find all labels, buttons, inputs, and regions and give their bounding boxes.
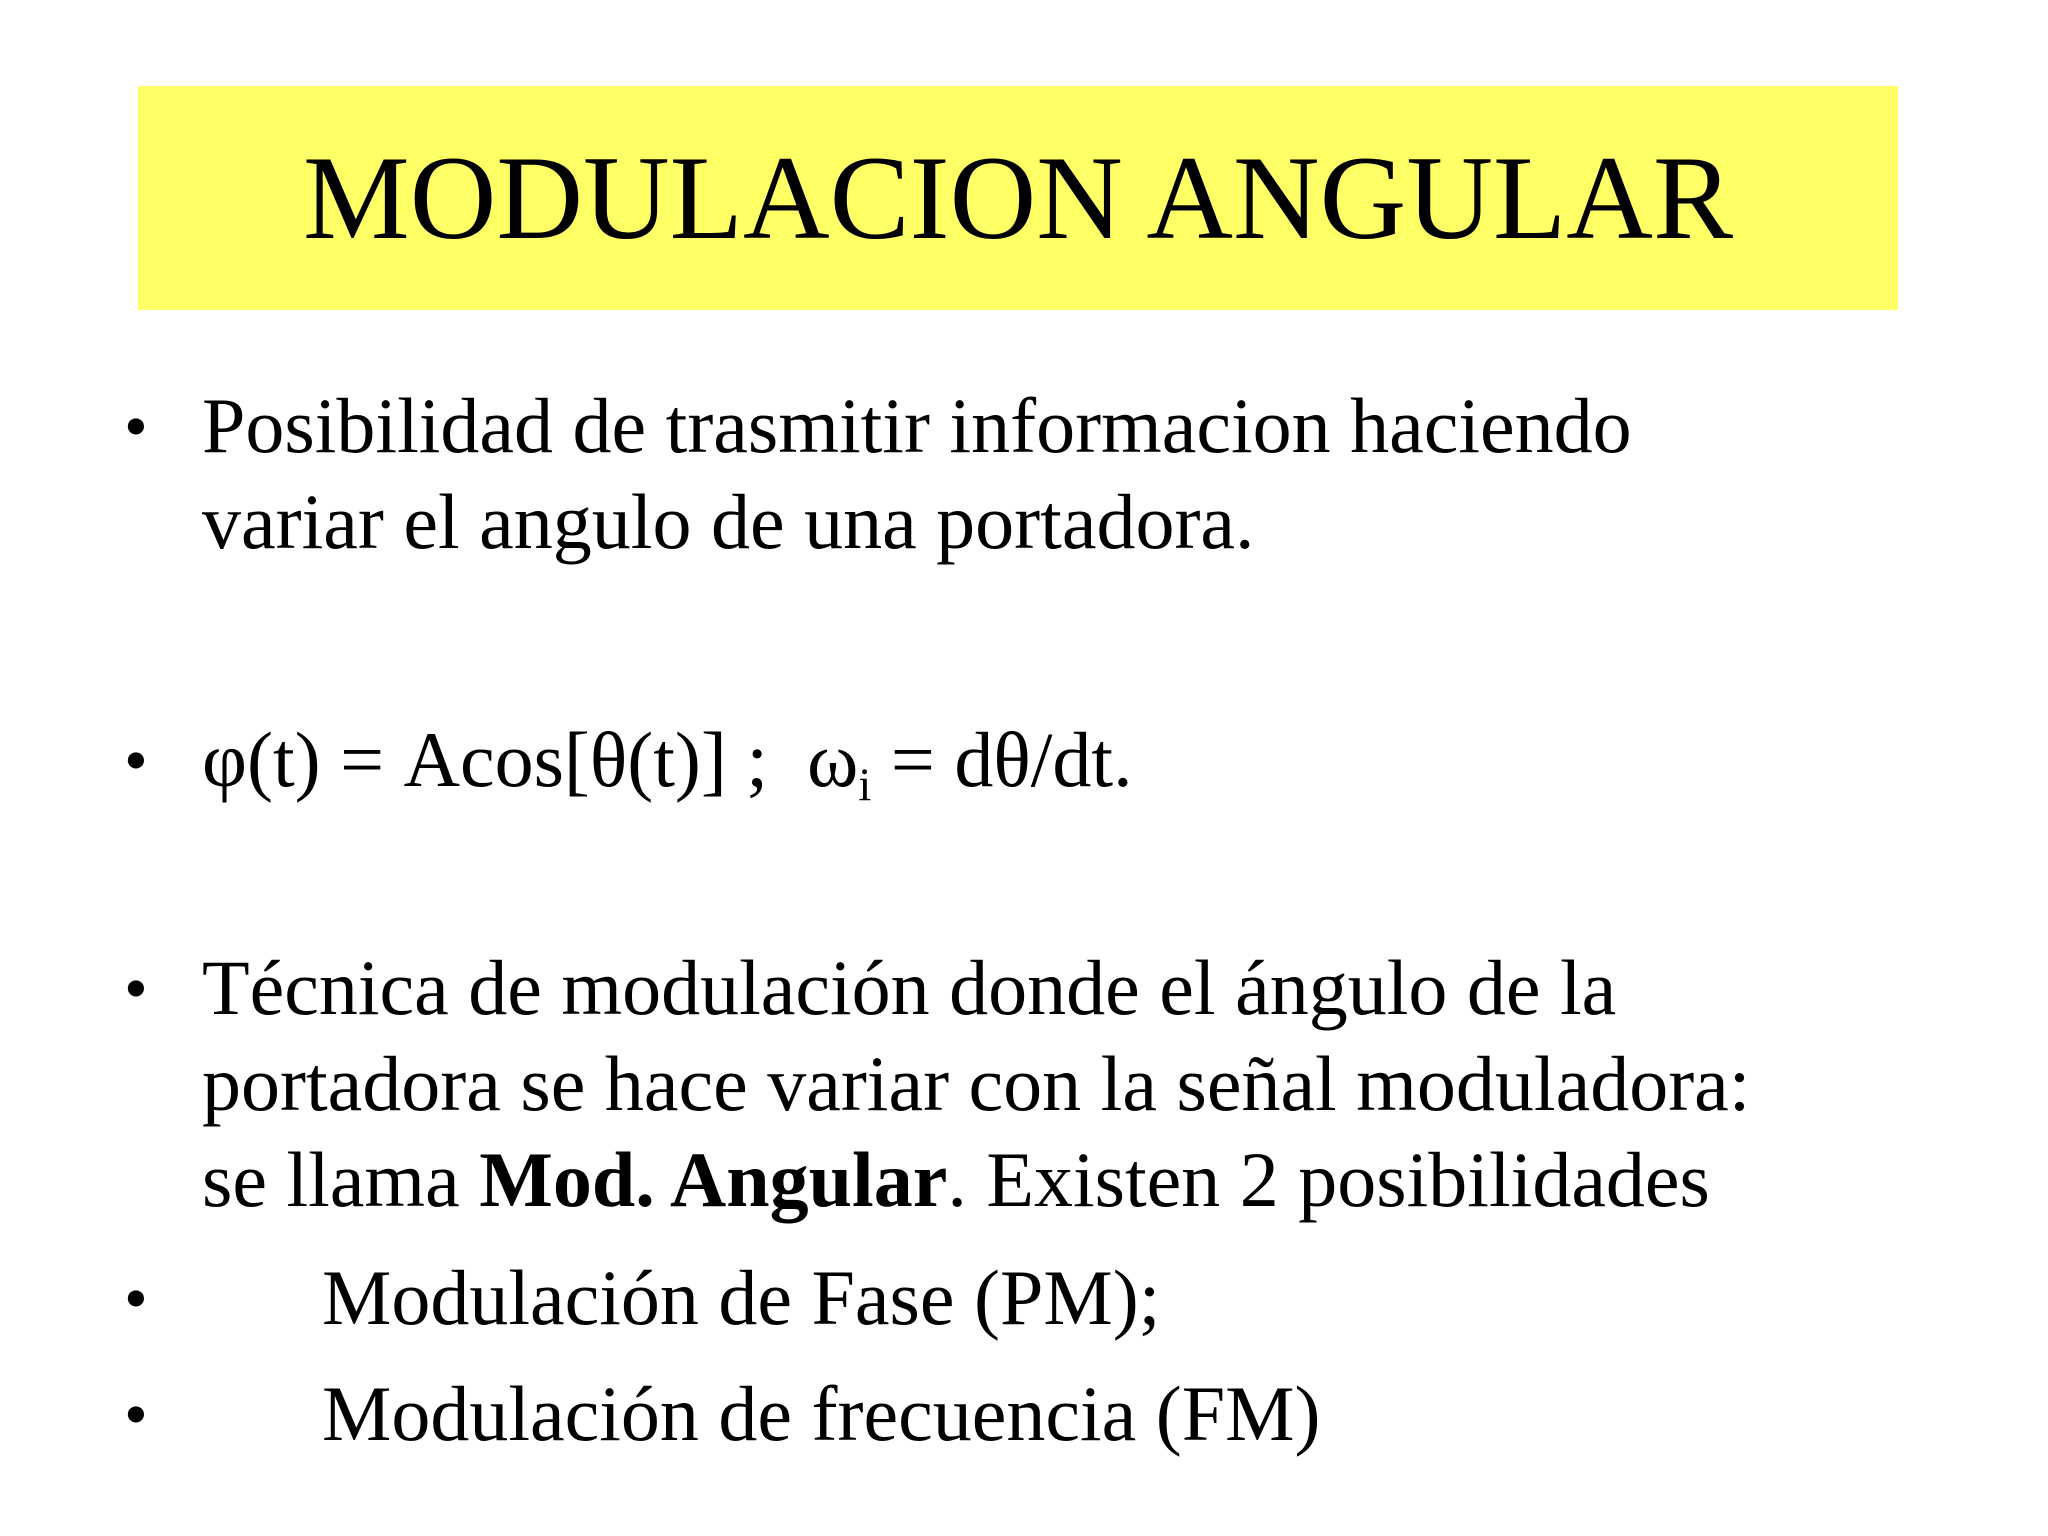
- bullet-3-line-2: portadora se hace variar con la señal moduladora:: [202, 1040, 1751, 1127]
- bullet-4-text: Modulación de Fase (PM);: [322, 1254, 1161, 1341]
- bullet-marker: •: [124, 1376, 148, 1452]
- bullet-marker: •: [124, 1260, 148, 1336]
- bullet-3-line-3-pre: se llama: [202, 1136, 480, 1223]
- bullet-marker: •: [124, 722, 148, 798]
- bullet-3-bold-term: Mod. Angular: [479, 1136, 948, 1223]
- formula-line: [202, 712, 1133, 812]
- bullet-3-line-1: Técnica de modulación donde el ángulo de la: [202, 944, 1617, 1031]
- bullet-5-text: Modulación de frecuencia (FM): [322, 1370, 1321, 1457]
- bullet-marker: •: [124, 950, 148, 1026]
- title-banner: [138, 86, 1898, 310]
- formula-subscript: i: [858, 759, 872, 812]
- bullet-marker: •: [124, 388, 148, 464]
- formula-part-2: = dθ/dt.: [871, 716, 1133, 803]
- bullet-3-line-3: [202, 1132, 1710, 1228]
- bullet-3-line-3-post: . Existen 2 posibilidades: [947, 1136, 1710, 1223]
- bullet-1-line-2: variar el angulo de una portadora.: [202, 478, 1255, 565]
- formula-part-1: φ(t) = Acos[θ(t)] ; ω: [202, 716, 859, 803]
- page-title: MODULACION ANGULAR: [303, 131, 1733, 264]
- bullet-1-line-1: Posibilidad de trasmitir informacion haciendo: [202, 382, 1632, 469]
